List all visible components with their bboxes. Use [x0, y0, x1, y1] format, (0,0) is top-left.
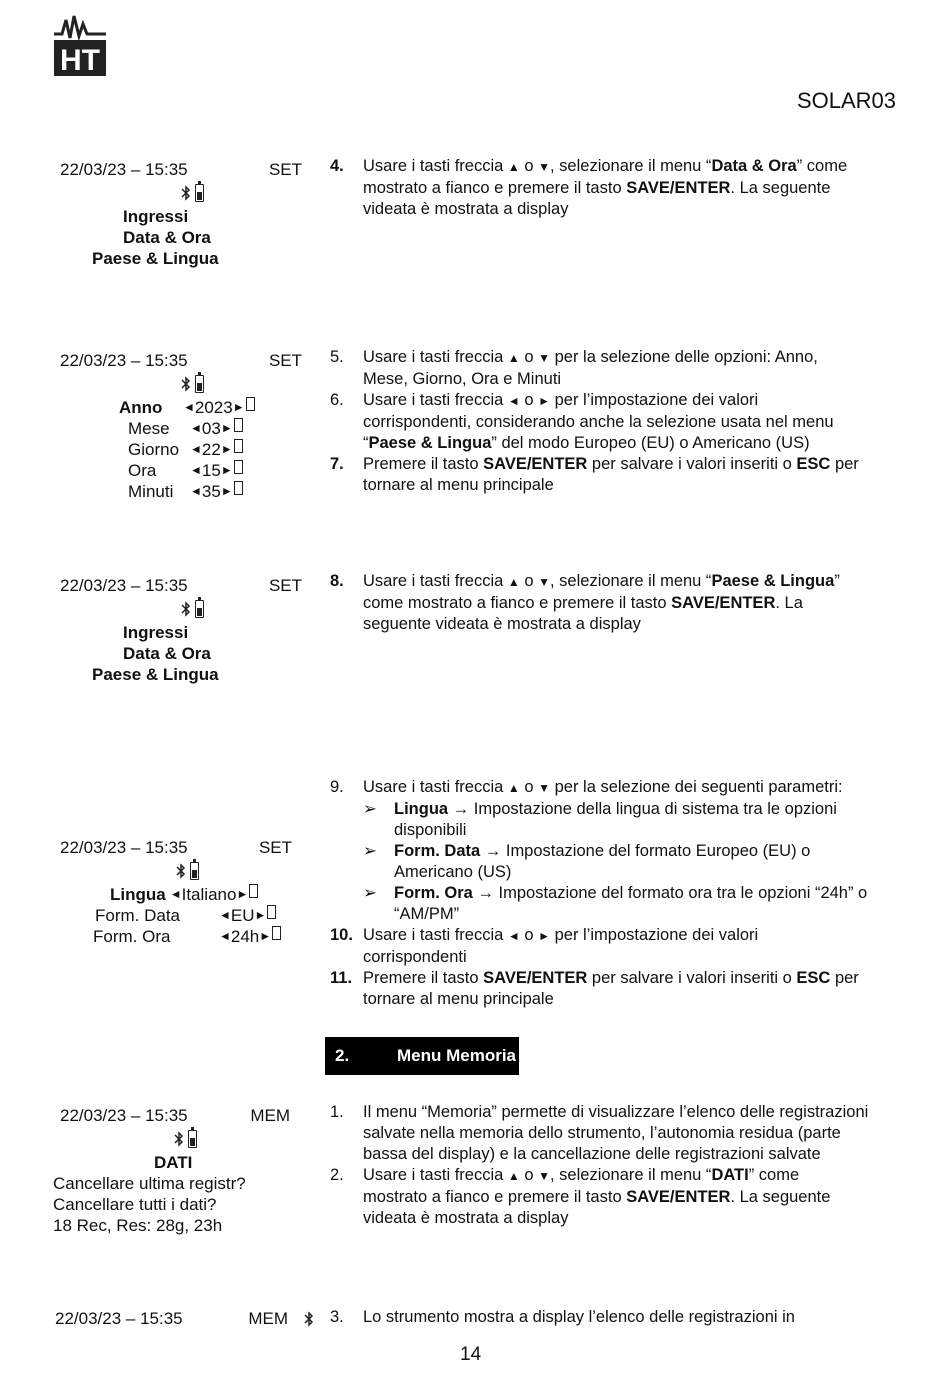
text: per la selezione delle opzioni: Anno, [550, 348, 818, 366]
field-value-ora: 15 [201, 461, 221, 480]
text: ” come [748, 1166, 800, 1184]
left-arrow-icon: ◄ [190, 484, 202, 498]
text: ” [834, 572, 840, 590]
text: corrispondenti, considerando anche la selezione usata nel menu [363, 413, 834, 431]
text: o [519, 1166, 539, 1184]
missing-glyph-icon [234, 481, 243, 495]
field-value-minuti: 35 [201, 482, 221, 501]
left-arrow-icon: ◄ [190, 442, 202, 456]
up-arrow-icon: ▲ [507, 160, 520, 174]
display-mode: SET [268, 351, 302, 370]
field-value-mese: 03 [201, 419, 221, 438]
left-arrow-icon: ◄ [219, 929, 231, 943]
step-number: 9. [330, 778, 344, 796]
battery-icon [188, 1130, 197, 1148]
field-value-lingua: Italiano [181, 885, 237, 904]
left-arrow-icon: ◄ [190, 421, 202, 435]
text: ” del modo Europeo (EU) o Americano (US) [491, 434, 810, 452]
text: seguente videata è mostrata a display [363, 615, 641, 633]
step-number: 2. [330, 1166, 344, 1184]
text: disponibili [394, 821, 467, 839]
field-label-ora: Ora [128, 461, 157, 480]
step-number: 6. [330, 391, 344, 409]
key-name: SAVE/ENTER [483, 455, 588, 473]
field-label-lingua: Lingua [110, 885, 166, 904]
text: , selezionare il menu “ [550, 157, 712, 175]
text: Lo strumento mostra a display l’elenco delle registrazioni in [363, 1308, 795, 1326]
text: o [519, 778, 539, 796]
right-arrow-icon: ► [220, 484, 233, 498]
left-arrow-icon: ◄ [190, 463, 202, 477]
text: per [830, 969, 859, 987]
missing-glyph-icon [272, 926, 281, 940]
text: per salvare i valori inseriti o [587, 455, 797, 473]
text: o [519, 926, 539, 944]
text: per salvare i valori inseriti o [587, 969, 797, 987]
section-title: Menu Memoria [397, 1046, 517, 1065]
step-number: 4. [330, 157, 344, 175]
step-8 [330, 571, 898, 635]
text: , selezionare il menu “ [550, 1166, 712, 1184]
display-mem-list [55, 1308, 320, 1329]
menu-name: Paese & Lingua [711, 572, 835, 590]
display-mode: SET [268, 160, 302, 179]
step-number: 11. [330, 969, 353, 987]
right-arrow-icon: ► [538, 929, 551, 943]
right-arrow-icon: ► [232, 400, 245, 414]
battery-icon [190, 862, 199, 880]
menu-item-ingressi: Ingressi [123, 207, 189, 226]
field-label-anno: Anno [119, 398, 163, 417]
missing-glyph-icon [246, 397, 255, 411]
param-name: Form. Data [394, 842, 481, 860]
text: . La seguente [730, 179, 831, 197]
battery-icon [195, 375, 204, 393]
battery-icon [195, 184, 204, 202]
step-number: 10. [330, 926, 353, 944]
right-arrow-icon: ► [220, 442, 233, 456]
down-arrow-icon: ▼ [538, 781, 551, 795]
text: Usare i tasti freccia [363, 572, 508, 590]
step-number: 7. [330, 455, 344, 473]
bluetooth-icon [174, 1131, 184, 1147]
text: videata è mostrata a display [363, 200, 569, 218]
bluetooth-icon [181, 185, 191, 201]
text: Usare i tasti freccia [363, 926, 508, 944]
down-arrow-icon: ▼ [538, 1169, 551, 1183]
missing-glyph-icon [234, 418, 243, 432]
menu-name: DATI [711, 1166, 749, 1184]
text: come mostrato a fianco e premere il tasto [363, 594, 672, 612]
display-mem-dati [53, 1105, 298, 1236]
display-mode: MEM [248, 1309, 288, 1328]
key-name: SAVE/ENTER [671, 594, 776, 612]
mem-step-3 [330, 1307, 898, 1328]
text: videata è mostrata a display [363, 1209, 569, 1227]
field-label-form-data: Form. Data [95, 906, 181, 925]
bullet-icon: ➢ [363, 842, 377, 860]
text: → Impostazione della lingua di sistema tra le opzioni [448, 800, 837, 818]
key-name: ESC [796, 455, 831, 473]
right-arrow-icon: ► [220, 421, 233, 435]
text: → Impostazione del formato ora tra le opzioni “24h” o [472, 884, 868, 902]
left-arrow-icon: ◄ [507, 394, 520, 408]
text: per l’impostazione dei valori [550, 391, 759, 409]
display-mode: SET [268, 576, 302, 595]
step-number: 8. [330, 572, 344, 590]
right-arrow-icon: ► [259, 929, 272, 943]
up-arrow-icon: ▲ [507, 351, 520, 365]
down-arrow-icon: ▼ [538, 351, 551, 365]
display-set-menu-2 [60, 575, 310, 685]
menu-item-delete-last: Cancellare ultima registr? [53, 1174, 246, 1193]
menu-item-paese-lingua: Paese & Lingua [92, 665, 219, 684]
field-label-giorno: Giorno [128, 440, 180, 459]
down-arrow-icon: ▼ [538, 575, 551, 589]
text: o [519, 572, 539, 590]
left-arrow-icon: ◄ [169, 887, 182, 901]
down-arrow-icon: ▼ [538, 160, 551, 174]
key-name: ESC [796, 969, 831, 987]
display-datetime: 22/03/23 – 15:35 [60, 576, 188, 595]
right-arrow-icon: ► [254, 908, 267, 922]
display-datetime: 22/03/23 – 15:35 [55, 1309, 183, 1328]
menu-item-data-ora: Data & Ora [123, 644, 211, 663]
text: Usare i tasti freccia [363, 157, 508, 175]
logo-text: HT [60, 44, 100, 77]
section-heading-menu-memoria [325, 1037, 519, 1075]
step-number: 3. [330, 1308, 344, 1326]
right-arrow-icon: ► [220, 463, 233, 477]
left-arrow-icon: ◄ [507, 929, 520, 943]
text: ” come [796, 157, 848, 175]
up-arrow-icon: ▲ [507, 575, 520, 589]
display-datetime: 22/03/23 – 15:35 [60, 838, 188, 857]
menu-item-delete-all: Cancellare tutti i dati? [53, 1195, 217, 1214]
text: o [519, 157, 539, 175]
text: Americano (US) [394, 863, 512, 881]
menu-item-data-ora: Data & Ora [123, 228, 211, 247]
text: Usare i tasti freccia [363, 1166, 508, 1184]
battery-icon [195, 600, 204, 618]
key-name: SAVE/ENTER [626, 1188, 731, 1206]
up-arrow-icon: ▲ [507, 781, 520, 795]
text: . La seguente [730, 1188, 831, 1206]
display-datetime: 22/03/23 – 15:35 [60, 160, 188, 179]
missing-glyph-icon [234, 460, 243, 474]
text: “ [363, 434, 369, 452]
field-value-giorno: 22 [201, 440, 221, 459]
text: tornare al menu principale [363, 476, 554, 494]
missing-glyph-icon [267, 905, 276, 919]
bluetooth-icon [304, 1311, 314, 1327]
text: mostrato a fianco e premere il tasto [363, 179, 627, 197]
bullet-icon: ➢ [363, 800, 377, 818]
text: . La [775, 594, 803, 612]
field-value-form-data: EU [230, 906, 255, 925]
left-arrow-icon: ◄ [219, 908, 231, 922]
text: per [830, 455, 859, 473]
text: Usare i tasti freccia [363, 778, 508, 796]
text: per l’impostazione dei valori [550, 926, 759, 944]
text: bassa del display) e la cancellazione delle registrazioni salvate [363, 1145, 821, 1163]
display-mode: SET [258, 838, 292, 857]
text: o [519, 348, 539, 366]
model-name: SOLAR03 [796, 88, 896, 113]
param-name: Lingua [394, 800, 449, 818]
display-datetime: 22/03/23 – 15:35 [60, 351, 188, 370]
section-number: 2. [335, 1046, 350, 1065]
display-country-language [60, 837, 300, 947]
display-set-menu-1 [60, 159, 310, 269]
text: Premere il tasto [363, 455, 484, 473]
text: Usare i tasti freccia [363, 348, 508, 366]
step-number: 1. [330, 1103, 344, 1121]
text: Premere il tasto [363, 969, 484, 987]
display-mode: MEM [250, 1106, 290, 1125]
text: Mese, Giorno, Ora e Minuti [363, 370, 562, 388]
field-value-anno: 2023 [194, 398, 233, 417]
text: corrispondenti [363, 948, 467, 966]
text: Il menu “Memoria” permette di visualizzare l’elenco delle registrazioni [363, 1103, 869, 1121]
field-label-minuti: Minuti [128, 482, 174, 501]
missing-glyph-icon [234, 439, 243, 453]
up-arrow-icon: ▲ [507, 1169, 520, 1183]
memory-status: 18 Rec, Res: 28g, 23h [53, 1216, 223, 1235]
bluetooth-icon [181, 376, 191, 392]
menu-title-dati: DATI [154, 1153, 193, 1172]
text: “AM/PM” [394, 905, 460, 923]
field-value-form-ora: 24h [230, 927, 260, 946]
page-number: 14 [460, 1344, 482, 1365]
steps-5-7 [330, 347, 898, 496]
menu-name: Paese & Lingua [368, 434, 492, 452]
display-datetime: 22/03/23 – 15:35 [60, 1106, 188, 1125]
step-number: 5. [330, 348, 344, 366]
text: , selezionare il menu “ [550, 572, 712, 590]
missing-glyph-icon [249, 884, 258, 898]
ht-logo [52, 12, 108, 78]
bluetooth-icon [181, 601, 191, 617]
mem-steps-1-2 [330, 1102, 898, 1229]
menu-name: Data & Ora [711, 157, 797, 175]
text: salvate nella memoria dello strumento, l’autonomia residua (parte [363, 1124, 841, 1142]
bluetooth-icon [176, 863, 186, 879]
menu-item-paese-lingua: Paese & Lingua [92, 249, 219, 268]
display-date-time [60, 350, 310, 502]
param-name: Form. Ora [394, 884, 473, 902]
text: per la selezione dei seguenti parametri: [550, 778, 843, 796]
field-label-form-ora: Form. Ora [93, 927, 171, 946]
text: tornare al menu principale [363, 990, 554, 1008]
step-4 [330, 156, 898, 220]
text: o [519, 391, 539, 409]
menu-item-ingressi: Ingressi [123, 623, 189, 642]
right-arrow-icon: ► [538, 394, 551, 408]
steps-9-11 [330, 777, 898, 1010]
field-label-mese: Mese [128, 419, 170, 438]
right-arrow-icon: ► [236, 887, 249, 901]
key-name: SAVE/ENTER [626, 179, 731, 197]
bullet-icon: ➢ [363, 884, 377, 902]
text: → Impostazione del formato Europeo (EU) o [480, 842, 811, 860]
left-arrow-icon: ◄ [183, 400, 195, 414]
text: mostrato a fianco e premere il tasto [363, 1188, 627, 1206]
key-name: SAVE/ENTER [483, 969, 588, 987]
text: Usare i tasti freccia [363, 391, 508, 409]
